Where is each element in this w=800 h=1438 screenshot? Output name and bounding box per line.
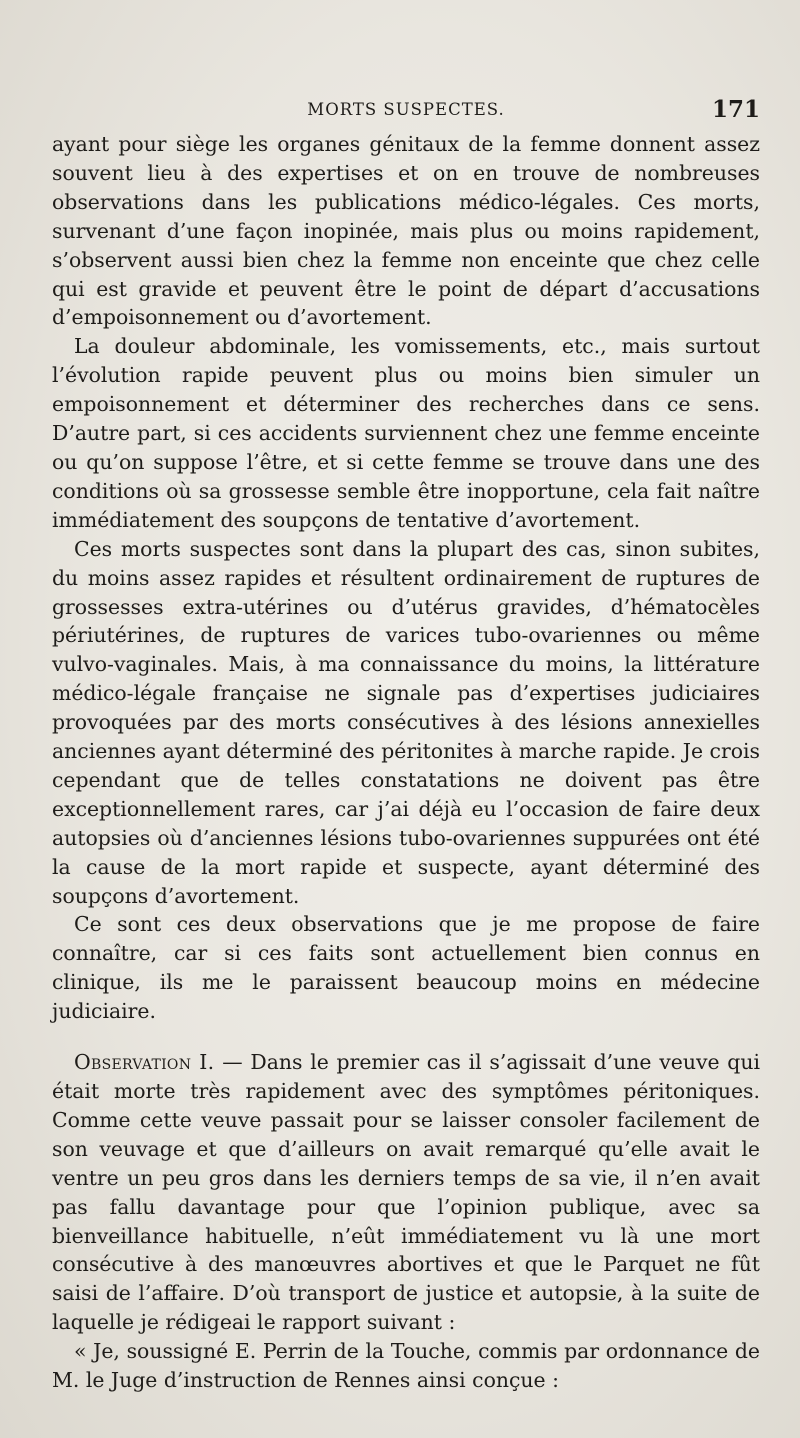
page-header xyxy=(52,96,760,126)
paragraph-2: La douleur abdominale, les vomissements, etc., mais surtout l’évolution rapide peuvent plus ou moins bien simuler un empoisonnement et déterminer des recherches dans ce sens. D’autre part, si ces accidents surviennent chez une femme enceinte ou qu’on suppose l’être, et si cette femme se trouve dans une des conditions où sa grossesse semble être inopportune, cela fait naître immédiatement des soupçons de tentative d’avortement. xyxy=(52,334,760,532)
observation-paragraph xyxy=(52,1048,760,1337)
running-title: MORTS SUSPECTES. xyxy=(307,100,505,119)
paragraph-4: Ce sont ces deux observations que je me propose de faire connaître, car si ces faits sont actuellement bien connus en clinique, ils me le paraissent beaucoup moins en médecine judiciaire. xyxy=(52,912,760,1024)
paragraph-1: ayant pour siège les organes génitaux de la femme donnent assez souvent lieu à des expertises et on en trouve de nombreuses observations dans les publications médico-légales. Ces morts, survenant d’une façon inopinée, mais plus ou moins rapidement, s’observent aussi bien chez la femme non enceinte que chez celle qui est gravide et peuvent être le point de départ d’accusations d’empoisonnement ou d’avortement. xyxy=(52,132,760,330)
observation-heading: Observation I. xyxy=(74,1050,215,1075)
body-text xyxy=(52,130,760,1395)
page-number: 171 xyxy=(711,96,760,123)
paragraph-3: Ces morts suspectes sont dans la plupart des cas, sinon subites, du moins assez rapides et résultent ordinairement de ruptures de grossesses extra-utérines ou d’utérus gravides, d’hématocèles périutérines, de ruptures de varices tubo-ovariennes ou même vulvo-vaginales. Mais, à ma connaissance du moins, la littérature médico-légale française ne signale pas d’expertises judiciaires provoquées par des morts consécutives à des lésions annexielles anciennes ayant déterminé des péritonites à marche rapide. Je crois cependant que de telles constatations ne doivent pas être exceptionnellement rares, car j’ai déjà eu l’occasion de faire deux autopsies où d’anciennes lésions tubo-ovariennes suppurées ont été la cause de la mort rapide et suspecte, ayant déterminé des soupçons d’avortement. xyxy=(52,536,760,908)
observation-text: — Dans le premier cas il s’agissait d’une veuve qui était morte très rapidement avec des symptômes péritoniques. Comme cette veuve passait pour se laisser consoler facilement de son veuvage et que d’ailleurs on avait remarqué qu’elle avait le ventre un peu gros dans les derniers temps de sa vie, il n’en avait pas fallu davantage pour que l’opinion publique, avec sa bienveillance habituelle, n’eût immédiatement vu là une mort consécutive à des manœuvres abortives et que le Parquet ne fût saisi de l’affaire. D’où transport de justice et autopsie, à la suite de laquelle je rédigeai le rapport suivant : xyxy=(52,1050,760,1335)
paragraph-6: « Je, soussigné E. Perrin de la Touche, commis par ordonnance de M. le Juge d’instruction de Rennes ainsi conçue : xyxy=(52,1339,760,1393)
